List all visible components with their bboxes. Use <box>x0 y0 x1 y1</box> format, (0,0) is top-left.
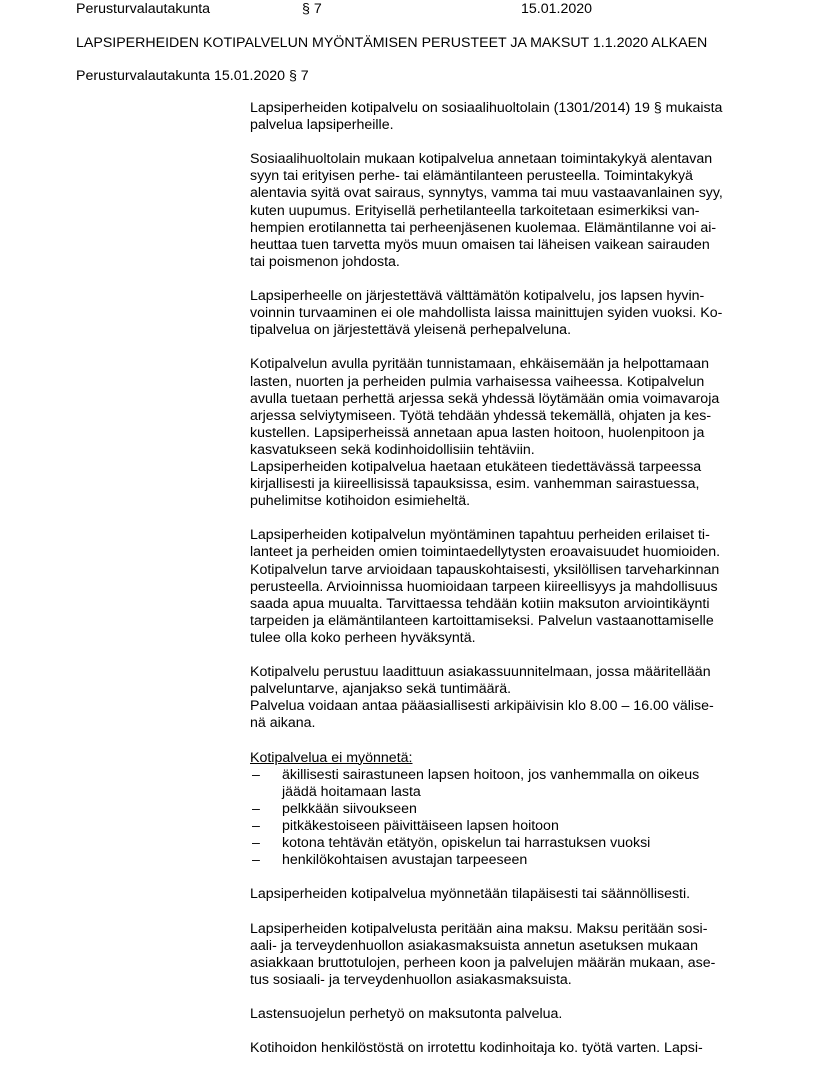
paragraph <box>250 459 750 510</box>
text-line: Lapsiperheiden kotipalvelusta peritään aina maksu. Maksu peritään sosi- <box>250 920 708 937</box>
not-granted-heading: Kotipalvelua ei myönnetä: <box>250 749 413 766</box>
text-line: kuten uupumus. Erityisellä perhetilanteella tarkoitetaan esimerkiksi van- <box>250 202 700 219</box>
paragraph <box>250 886 750 903</box>
paragraph <box>250 356 750 459</box>
dash-bullet-icon: – <box>252 766 260 783</box>
list-item-text: pitkäkestoiseen päivittäiseen lapsen hoitoon <box>282 817 559 834</box>
list-item-text: pelkkään siivoukseen <box>282 800 417 817</box>
dash-bullet-icon: – <box>252 835 260 852</box>
list-item <box>250 818 750 835</box>
dash-bullet-icon: – <box>252 817 260 834</box>
text-line: tipalvelua on järjestettävä yleisenä perhepalveluna. <box>250 322 572 339</box>
text-line: palveluntarve, ajanjakso sekä tuntimäärä. <box>250 681 512 698</box>
text-line: tarpeiden ja elämäntilanteen kartoittamiseksi. Palvelun vastaanottamiselle <box>250 612 714 629</box>
text-line: Lapsiperheiden kotipalvelua haetaan etukäteen tiedettävässä tarpeessa <box>250 458 702 475</box>
paragraph <box>250 921 750 989</box>
text-line: Sosiaalihuoltolain mukaan kotipalvelua annetaan toimintakykyä alentavan <box>250 151 713 168</box>
list-item-text: jäädä hoitamaan lasta <box>282 783 421 800</box>
text-line: voinnin turvaaminen ei ole mahdollista laissa mainittujen syiden vuoksi. Ko- <box>250 305 723 322</box>
text-line: heuttaa tuen tarvetta myös muun omaisen tai läheisen vaikean sairauden <box>250 236 710 253</box>
text-line: Lapsiperheiden kotipalvelu on sosiaalihuoltolain (1301/2014) 19 § mukaista <box>250 100 723 116</box>
list-item <box>250 801 750 818</box>
text-line: lanteet ja perheiden omien toimintaedellytysten eroavaisuudet huomioiden. <box>250 544 721 561</box>
text-line: kasvatukseen sekä kodinhoidollisiin tehtäviin. <box>250 441 535 458</box>
list-item <box>250 767 750 801</box>
text-line: Kotipalvelu perustuu laadittuun asiakassuunnitelmaan, jossa määritellään <box>250 664 711 681</box>
text-line: Lapsiperheiden kotipalvelun myöntäminen tapahtuu perheiden erilaiset ti- <box>250 527 710 544</box>
text-line: alentavia syitä ovat sairaus, synnytys, vamma tai muu vastaavanlainen syy, <box>250 185 723 202</box>
paragraph <box>250 664 750 698</box>
text-line: Lapsiperheelle on järjestettävä välttämätön kotipalvelu, jos lapsen hyvin- <box>250 288 705 305</box>
list-item <box>250 852 750 869</box>
paragraph <box>250 288 750 339</box>
text-line: Kotipalvelun avulla pyritään tunnistamaan, ehkäisemään ja helpottamaan <box>250 356 710 373</box>
text-line: Kotihoidon henkilöstöstä on irrotettu kodinhoitaja ko. työtä varten. Lapsi- <box>250 1040 703 1057</box>
text-line: tai poismenon johdosta. <box>250 253 400 270</box>
text-line: aali- ja terveydenhuollon asiakasmaksuista annetun asetuksen mukaan <box>250 937 698 954</box>
header-date: 15.01.2020 <box>521 1 593 17</box>
list-item-text: äkillisesti sairastuneen lapsen hoitoon, jos vanhemmalla on oikeus <box>282 766 700 783</box>
paragraph <box>250 527 750 647</box>
dash-bullet-icon: – <box>252 800 260 817</box>
paragraph <box>250 1040 750 1057</box>
list-item-text: kotona tehtävän etätyön, opiskelun tai harrastuksen vuoksi <box>282 835 651 852</box>
paragraph <box>250 1006 750 1023</box>
paragraph <box>250 151 750 271</box>
text-line: kirjallisesti ja kiireellisissä tapauksissa, esim. vanhemman sairastuessa, <box>250 476 700 493</box>
text-line: puhelimitse kotihoidon esimieheltä. <box>250 493 471 510</box>
paragraph <box>250 698 750 732</box>
document-title: LAPSIPERHEIDEN KOTIPALVELUN MYÖNTÄMISEN PERUSTEET JA MAKSUT 1.1.2020 ALKAEN <box>76 35 708 51</box>
paragraph <box>250 100 750 134</box>
text-line: perusteella. Arvioinnissa huomioidaan tarpeen kiireellisyys ja mahdollisuus <box>250 578 718 595</box>
list-item-text: henkilökohtaisen avustajan tarpeeseen <box>282 852 528 869</box>
header-section: § 7 <box>302 1 322 17</box>
list-item <box>250 835 750 852</box>
text-line: kustellen. Lapsiperheissä annetaan apua lasten hoitoon, huolenpitoon ja <box>250 424 705 441</box>
text-line: tulee olla koko perheen hyväksyntä. <box>250 629 476 646</box>
text-line: tus sosiaali- ja terveydenhuollon asiakasmaksuista. <box>250 971 572 988</box>
not-granted-list <box>250 767 750 870</box>
text-line: Lastensuojelun perhetyö on maksutonta palvelua. <box>250 1005 563 1022</box>
text-line: avulla tuetaan perhettä arjessa sekä yhdessä löytämään omia voimavaroja <box>250 390 720 407</box>
text-line: nä aikana. <box>250 715 316 732</box>
text-line: Lapsiperheiden kotipalvelua myönnetään tilapäisesti tai säännöllisesti. <box>250 886 691 903</box>
text-line: lasten, nuorten ja perheiden pulmia varhaisessa vaiheessa. Kotipalvelun <box>250 373 705 390</box>
dash-bullet-icon: – <box>252 852 260 869</box>
text-line: Kotipalvelun tarve arvioidaan tapauskohtaisesti, yksilöllisen tarveharkinnan <box>250 561 720 578</box>
meeting-reference: Perusturvalautakunta 15.01.2020 § 7 <box>76 68 309 84</box>
text-line: palvelua lapsiperheille. <box>250 117 394 134</box>
document-body <box>250 100 750 1074</box>
text-line: saada apua muualta. Tarvittaessa tehdään kotiin maksuton arviointikäynti <box>250 595 710 612</box>
text-line: Palvelua voidaan antaa pääasiallisesti arkipäivisin klo 8.00 – 16.00 välise- <box>250 698 714 715</box>
header-committee: Perusturvalautakunta <box>76 1 211 17</box>
text-line: hempien erotilannetta tai perheenjäsenen kuolemaa. Elämäntilanne voi ai- <box>250 219 717 236</box>
text-line: arjessa selviytymiseen. Työtä tehdään yhdessä tekemällä, ohjaten ja kes- <box>250 407 712 424</box>
text-line: asiakkaan bruttotulojen, perheen koon ja palvelujen määrän mukaan, ase- <box>250 954 716 971</box>
text-line: syyn tai erityisen perhe- tai elämäntilanteen perusteella. Toimintakykyä <box>250 168 693 185</box>
